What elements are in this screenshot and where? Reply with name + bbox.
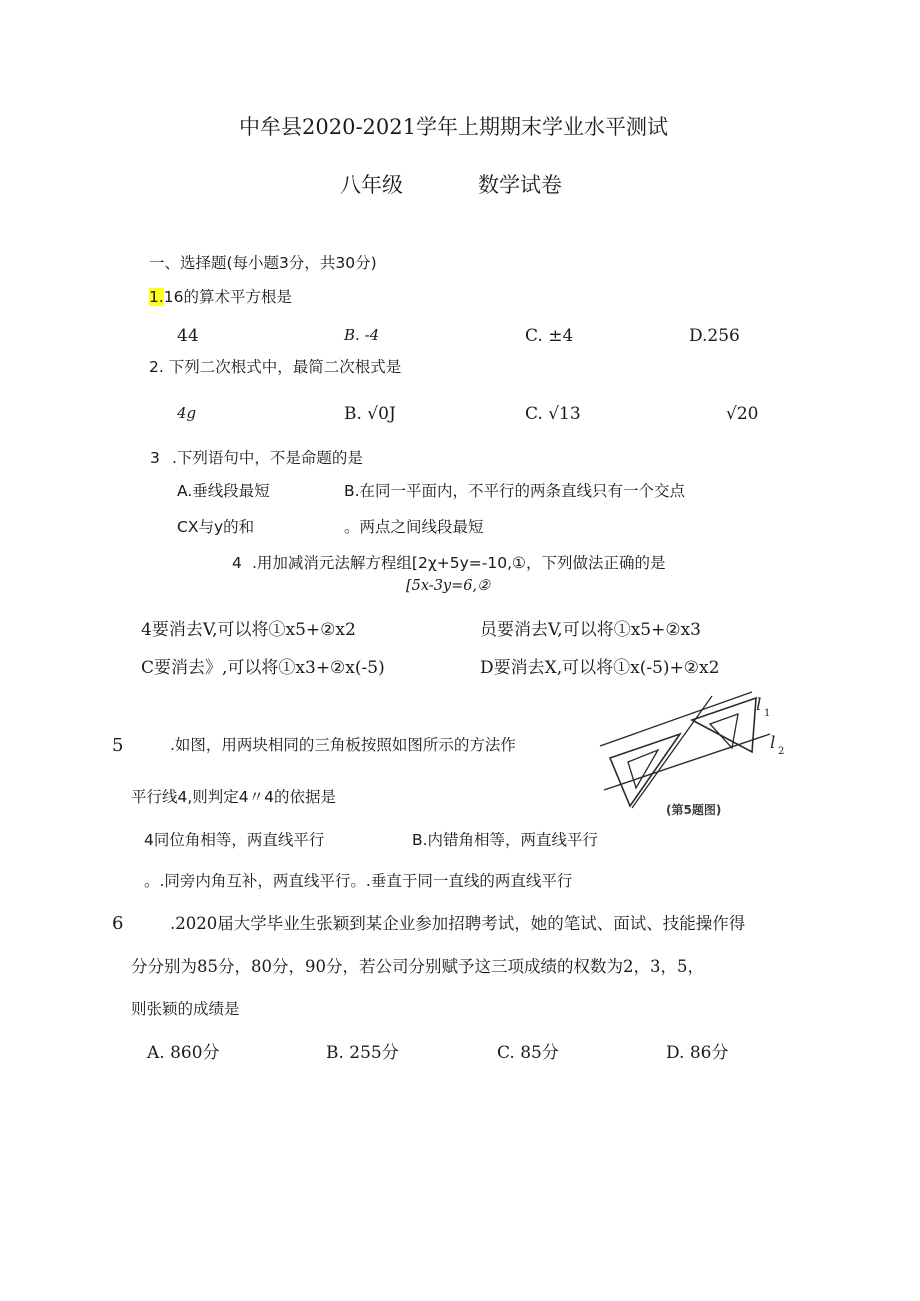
question-1-marker: 1. xyxy=(149,288,164,306)
question-6-number: 6 xyxy=(112,913,124,934)
question-6-stem-line3: 则张颖的成绩是 xyxy=(131,1000,240,1018)
question-4-equation-2: [5x-3y=6,② xyxy=(406,578,491,594)
q3-option-d: 。两点之间线段最短 xyxy=(344,518,484,536)
q1-option-a: 44 xyxy=(177,326,199,346)
triangle-ruler-left-inner xyxy=(628,750,658,788)
line-l1 xyxy=(600,692,752,746)
section-heading: 一、选择题(每小题3分，共30分) xyxy=(149,254,377,272)
label-l1: l xyxy=(756,695,762,715)
question-6-stem: .2020届大学毕业生张颖到某企业参加招聘考试，她的笔试、面试、技能操作得 xyxy=(170,914,746,933)
question-5-stem: .如图，用两块相同的三角板按照如图所示的方法作 xyxy=(170,736,516,754)
label-l1-subscript: 1 xyxy=(764,708,771,719)
triangle-ruler-left xyxy=(610,734,680,806)
question-3-stem: .下列语句中，不是命题的是 xyxy=(172,449,363,467)
triangle-ruler-right xyxy=(692,698,756,752)
q4-option-a: 4要消去V,可以将①x5+②x2 xyxy=(141,620,356,640)
q4-option-c: C要消去》,可以将①x3+②x(-5) xyxy=(141,658,385,678)
exam-title: 中牟县2020-2021学年上期期末学业水平测试 xyxy=(239,115,668,139)
q6-option-c: C. 85分 xyxy=(497,1043,559,1063)
q2-option-d: √20 xyxy=(726,404,759,424)
q3-option-c: CX与y的和 xyxy=(177,518,255,536)
q1-option-b: B. -4 xyxy=(344,326,380,344)
question-3-number: 3 xyxy=(150,449,160,467)
q6-option-b: B. 255分 xyxy=(326,1043,399,1063)
q1-option-c: C. ±4 xyxy=(525,326,574,346)
subject-label: 数学试卷 xyxy=(478,173,562,197)
question-5-stem-line2: 平行线4,则判定4〃4的依据是 xyxy=(131,788,337,806)
question-5-number: 5 xyxy=(112,735,124,756)
q4-option-b: 员要消去V,可以将①x5+②x3 xyxy=(480,620,701,640)
q6-option-d: D. 86分 xyxy=(666,1043,729,1063)
q3-option-b: B.在同一平面内，不平行的两条直线只有一个交点 xyxy=(344,482,686,500)
q2-option-b: B. √0J xyxy=(344,404,396,424)
q3-option-a: A.垂线段最短 xyxy=(177,482,270,500)
label-l2: l xyxy=(770,733,776,753)
figure-caption: (第5题图) xyxy=(666,803,722,817)
q5-option-a: 4同位角相等，两直线平行 xyxy=(144,831,325,849)
label-l2-subscript: 2 xyxy=(778,746,785,757)
q5-option-b: B.内错角相等，两直线平行 xyxy=(412,831,599,849)
transversal-line xyxy=(632,696,712,808)
q4-option-d: D要消去X,可以将①x(-5)+②x2 xyxy=(480,658,720,678)
q1-option-d: D.256 xyxy=(689,326,740,346)
q2-option-a: 4g xyxy=(177,404,197,422)
question-2: 2. 下列二次根式中，最简二次根式是 xyxy=(149,358,402,376)
grade-label: 八年级 xyxy=(340,173,403,197)
question-6-stem-line2: 分分别为85分，80分，90分，若公司分别赋予这三项成绩的权数为2，3，5， xyxy=(131,957,704,976)
question-4-number: 4 xyxy=(232,554,242,572)
question-1 xyxy=(149,290,292,306)
q6-option-a: A. 860分 xyxy=(147,1043,220,1063)
question-4-stem: .用加减消元法解方程组[2χ+5y=-10,①，下列做法正确的是 xyxy=(252,554,666,572)
q2-option-c: C. √13 xyxy=(525,404,581,424)
question-5-figure xyxy=(592,690,792,825)
q5-option-cd: 。.同旁内角互补，两直线平行。.垂直于同一直线的两直线平行 xyxy=(144,872,573,890)
question-1-stem: 16的算术平方根是 xyxy=(163,288,293,306)
